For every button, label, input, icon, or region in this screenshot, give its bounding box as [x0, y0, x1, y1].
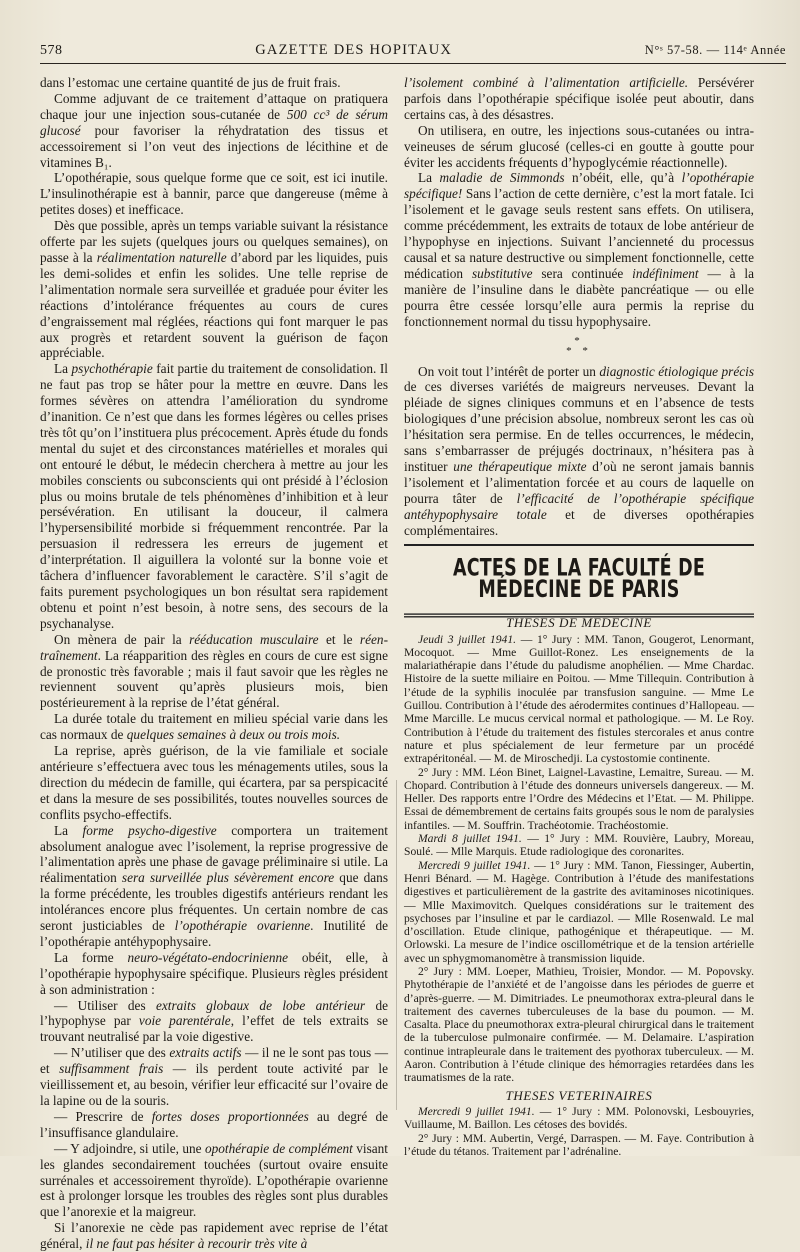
subsection-heading: THESES VETERINAIRES — [505, 1087, 653, 1103]
journal-title: GAZETTE DES HOPITAUX — [255, 42, 453, 58]
listing-entry: Mercredi 9 juillet 1941. — 1° Jury : MM. Tanon, Fiessinger, Aubertin, Henri Bénard. — M. Hagège. Contribution à l’étude des manifestations digestives et particulièrement de la gastrite des avitaminoses nicotiniques. — Mlle Maximovitch. Quelques considérations sur le traitement des psychoses par l’insuline et par le cardiazol. — Mlle Rosenwald. Le mal d’oscillation. Etude clinique, pathogénique et thérapeutique. — M. Orlowski. La mesure de l’indice oscillométrique et de la tension artérielle avec un sphygmomanomètre à transmission liquide. — [404, 858, 754, 965]
paragraph: On voit tout l’intérêt de porter un diagnostic étiologique précis de ces diverses variétés de maigreurs nerveuses. Devant la pléiade de signes cliniques communs et en l’absence de tests biologiques d’une précision absolue, nombreux seront les cas où l’hésitation sera permise. En de telles occurrences, le médecin, sans s’embarrasser de préjugés doctrinaux, n’hésitera pas à instituer une thérapeutique mixte d’où ne seront jamais bannis l’isolement et l’alimentation forcée et au cours de laquelle on pourra tâter de l’efficacité de l’opothérapie spécifique antéhypophysaire totale et de diverses opothérapies complémentaires. — [404, 363, 754, 538]
paragraph: — N’utiliser que des extraits actifs — il ne le sont pas tous — et suffisamment frais — ils perdent toute activité par le vieillissement et, au besoin, vérifier leur efficacité sur l’ovaire de la lapine ou de la souris. — [40, 1045, 389, 1108]
paragraph: Comme adjuvant de ce traitement d’attaque on pratiquera chaque jour une injection sous-cutanée de 500 cc³ de sérum glucosé pour favoriser la réhydratation des tissus et accessoirement si l’on veut des injections de lécithine et de vitamines B₁. — [40, 90, 388, 170]
paragraph: — Y adjoindre, si utile, une opothérapie de complément visant les glandes secondairement touchées (surtout ovaire ensuite surrénales et accessoirement thyroïde). L’opothérapie ovarienne est à prolonger lorsque les troubles des règles sont plus durables que l’anorexie et la maigreur. — [40, 1140, 389, 1220]
paragraph: La maladie de Simmonds n’obéit, elle, qu’à l’opothérapie spécifique! Sans l’action de cette dernière, c’est la mort fatale. Ici l’isolement et le gavage seuls restent sans effets. On utilisera, comme précédemment, les extraits de totaux de lobe antérieur de l’hypophyse en injections. Suivant l’ancienneté du processus causal et sa nature destructive ou simplement fonctionnelle, cette médication substitutive sera continuée indéfiniment — à la manière de l’insuline dans le diabète pancréatique — ou elle pourra être cessée lorsqu’elle aura permis la reprise du fonctionnement normal du tissu hypophysaire. — [404, 170, 754, 329]
column-divider — [396, 780, 397, 1110]
page-header — [40, 42, 786, 64]
theses-listing — [404, 616, 754, 1158]
paragraph: La psychothérapie fait partie du traitement de consolidation. Il ne faut pas trop se hâter pour la mettre en œuvre. Dans les formes sévères on attendra l’amélioration du syndrome d’inanition. Ce n’est que dans les formes légères ou celles prises très tôt qu’on l’instituera plus précocement. Après étude du fonds mental du sujet et des circonstances matérielles et morales qui ont entouré le début, le médecin cherchera à mettre au jour les mobiles conscients ou subconscients qui ont présidé à l’éclosion plus ou moins brutale de tels phénomènes d’inhibition et à leur persévération. En utilisant la douceur, il calmera l’hypersensibilité morbide si fréquemment rencontrée. Par la persuasion il redressera les erreurs de jugement et d’interprétation. Il aiguillera la volonté sur la bonne voie et tâchera d’influencer favorablement le caractère. S’il s’agit de faits purement psychologiques un bon résultat sera rapidement obtenu et point n’est besoin, à notre sens, des secours de la psychanalyse. — [40, 361, 388, 631]
subsection-heading: THESES DE MEDECINE — [506, 615, 652, 631]
paragraph: La reprise, après guérison, de la vie familiale et sociale antérieure s’effectuera avec tous les ménagements utiles, sous la direction du médecin de famille, qui écartera, par sa perspicacité et dans la mesure de ses possibilités, toutes nouvelles sources de conflits psycho-effectifs. — [40, 743, 388, 822]
paragraph: Dès que possible, après un temps variable suivant la résistance offerte par les sujets (quelques jours ou quelques semaines), on passe à la réalimentation naturelle d’abord par les liquides, puis les demi-solides et enfin les solides. Une telle reprise de l’alimentation normale sera surveillée et graduée pour éviter les réactions d’intolérance fréquentes au cours de cures d’engraissement mal réglées, réactions qui font marquer le pas aux progrès et retardent souvent la guérison de façon appréciable. — [40, 218, 388, 361]
acts-heading-block — [404, 554, 754, 608]
issue-info: N°ˢ 57-58. — 114ᵉ Année — [644, 43, 786, 57]
paragraph: — Utiliser des extraits globaux de lobe antérieur de l’hypophyse par voie parentérale, l’effet de tels extraits se trouvant neutralisé par la voie digestive. — [40, 997, 388, 1045]
paragraph: l’isolement combiné à l’alimentation artificielle. Persévérer parfois dans l’opothérapie spécifique isolée peut aboutir, dans certains cas, à des désastres. — [404, 75, 754, 122]
paragraph: dans l’estomac une certaine quantité de jus de fruit frais. — [40, 75, 341, 90]
paragraph: On utilisera, en outre, les injections sous-cutanées ou intra-veineuses de sérum glucosé (celles-ci en goutte à goutte pour éviter les accidents fréquents d’hypoglycémie réactionnelle). — [404, 122, 754, 170]
paragraph: La forme neuro-végétato-endocrinienne obéit, elle, à l’opothérapie hypophysaire spécifique. Plusieurs règles président à son administration : — [40, 949, 388, 997]
left-column — [40, 75, 389, 1252]
paragraph: La durée totale du traitement en milieu spécial varie dans les cas normaux de quelques semaines à deux ou trois mois. — [40, 711, 388, 743]
paragraph: Si l’anorexie ne cède pas rapidement avec reprise de l’état général, il ne faut pas hésiter à recourir très vite à — [40, 1220, 388, 1252]
paragraph: — Prescrire de fortes doses proportionnées au degré de l’insuffisance glandulaire. — [40, 1108, 388, 1140]
listing-entry: 2° Jury : MM. Loeper, Mathieu, Troisier, Mondor. — M. Popovsky. Phytothérapie de l’anxiété et de l’angoisse dans les périodes de guerre et d’après-guerre. — M. Dimitriades. Le pneumothorax extra-pleural dans le traitement des cavernes tuberculeuses de la base du poumon. — M. Casalta. Place du pneumothorax extra-pleural chirurgical dans le traitement de la tuberculose pulmonaire confirmée. — M. Delamaire. L’aspiration continue intrapleurale dans le traitement des pyothorax tuberculeux. — M. Aaron. Contribution à l’étude clinique des hémorragies retardées dans les traumatismes de la rate. — [404, 965, 754, 1085]
listing-entry: Jeudi 3 juillet 1941. — 1° Jury : MM. Tanon, Gougerot, Lenormant, Mocoquot. — Mme Guillot-Ronez. Les enseignements de la malariathérapie dans l’étude du paludisme anophélien. — Mme Chardac. Histoire de la suette miliaire en Poitou. — Mme Tillequin. Contribution à l’étude de la syphilis inoculée par transfusion sanguine. — Mme Le Guillou. Contribution à l’étude des aérodermites continues d’Hallopeau. — Mme Marcille. Le mucus cervical normal et pathologique. — M. Le Roy. Contribution à l’étude du traitement des fistules stercorales et anus contre nature et plus spécialement de leur fermeture par un procédé extrapéritonéal. — M. de Miroschedji. La cystostomie continente. — [404, 632, 754, 766]
paragraph: On mènera de pair la rééducation musculaire et le réentraînement. La réapparition des règles en cours de cure est signe de pronostic très favorable ; mais il faut savoir que les règles ne reviennent souvent qu’après plusieurs mois, bien postérieurement à la reprise de l’état général. — [40, 631, 388, 711]
right-column — [404, 75, 755, 1158]
listing-entry: 2° Jury : MM. Léon Binet, Laignel-Lavastine, Lemaitre, Sureau. — M. Chopard. Contribution à l’étude des donneurs universels dangereux. — M. Heller. Des rapports entre l’Ordre des Médecins et l’Etat. — M. Philippe. Essai de démembrement de certains faits groupés sous le nom de paralysies infantiles. — M. Souffrin. Trachéotomie. Trachéostomie. — [404, 765, 754, 832]
page-number: 578 — [40, 43, 63, 58]
paragraph: L’opothérapie, sous quelque forme que ce soit, est ici inutile. L’insulinothérapie est à bannir, parce que dangereuse (même à petites doses) et inefficace. — [40, 170, 388, 218]
listing-entry: 2° Jury : MM. Aubertin, Vergé, Darraspen. — M. Faye. Contribution à l’étude du tétanos. Traitement par l’adrénaline. — [404, 1131, 754, 1158]
listing-entry: Mardi 8 juillet 1941. — 1° Jury : MM. Rouvière, Laubry, Moreau, Soulé. — Mlle Marquis. Etude radiologique des coronarites. — [404, 832, 754, 859]
paragraph: La forme psycho-digestive comportera un traitement absolument analogue avec l’isolement, la reprise progressive de l’alimentation après une phase de gavage préliminaire si utile. La réalimentation sera surveillée plus sévèrement encore que dans la forme précédente, les troubles digestifs antérieurs rendant les intolérances encore plus fréquentes. Un certain nombre de cas seront justiciables de l’opothérapie ovarienne. Inutilité de l’opothérapie antéhypophysaire. — [40, 822, 388, 949]
section-heading: ACTES DE LA FACULTÉ DE MÉDECINE DE PARIS — [404, 545, 754, 618]
section-asterism: * * * — [566, 334, 592, 357]
listing-entry: Mercredi 9 juillet 1941. — 1° Jury : MM. Polonovski, Lesbouyries, Vuillaume, M. Baillon. Les cétoses des bovidés. — [404, 1104, 755, 1132]
